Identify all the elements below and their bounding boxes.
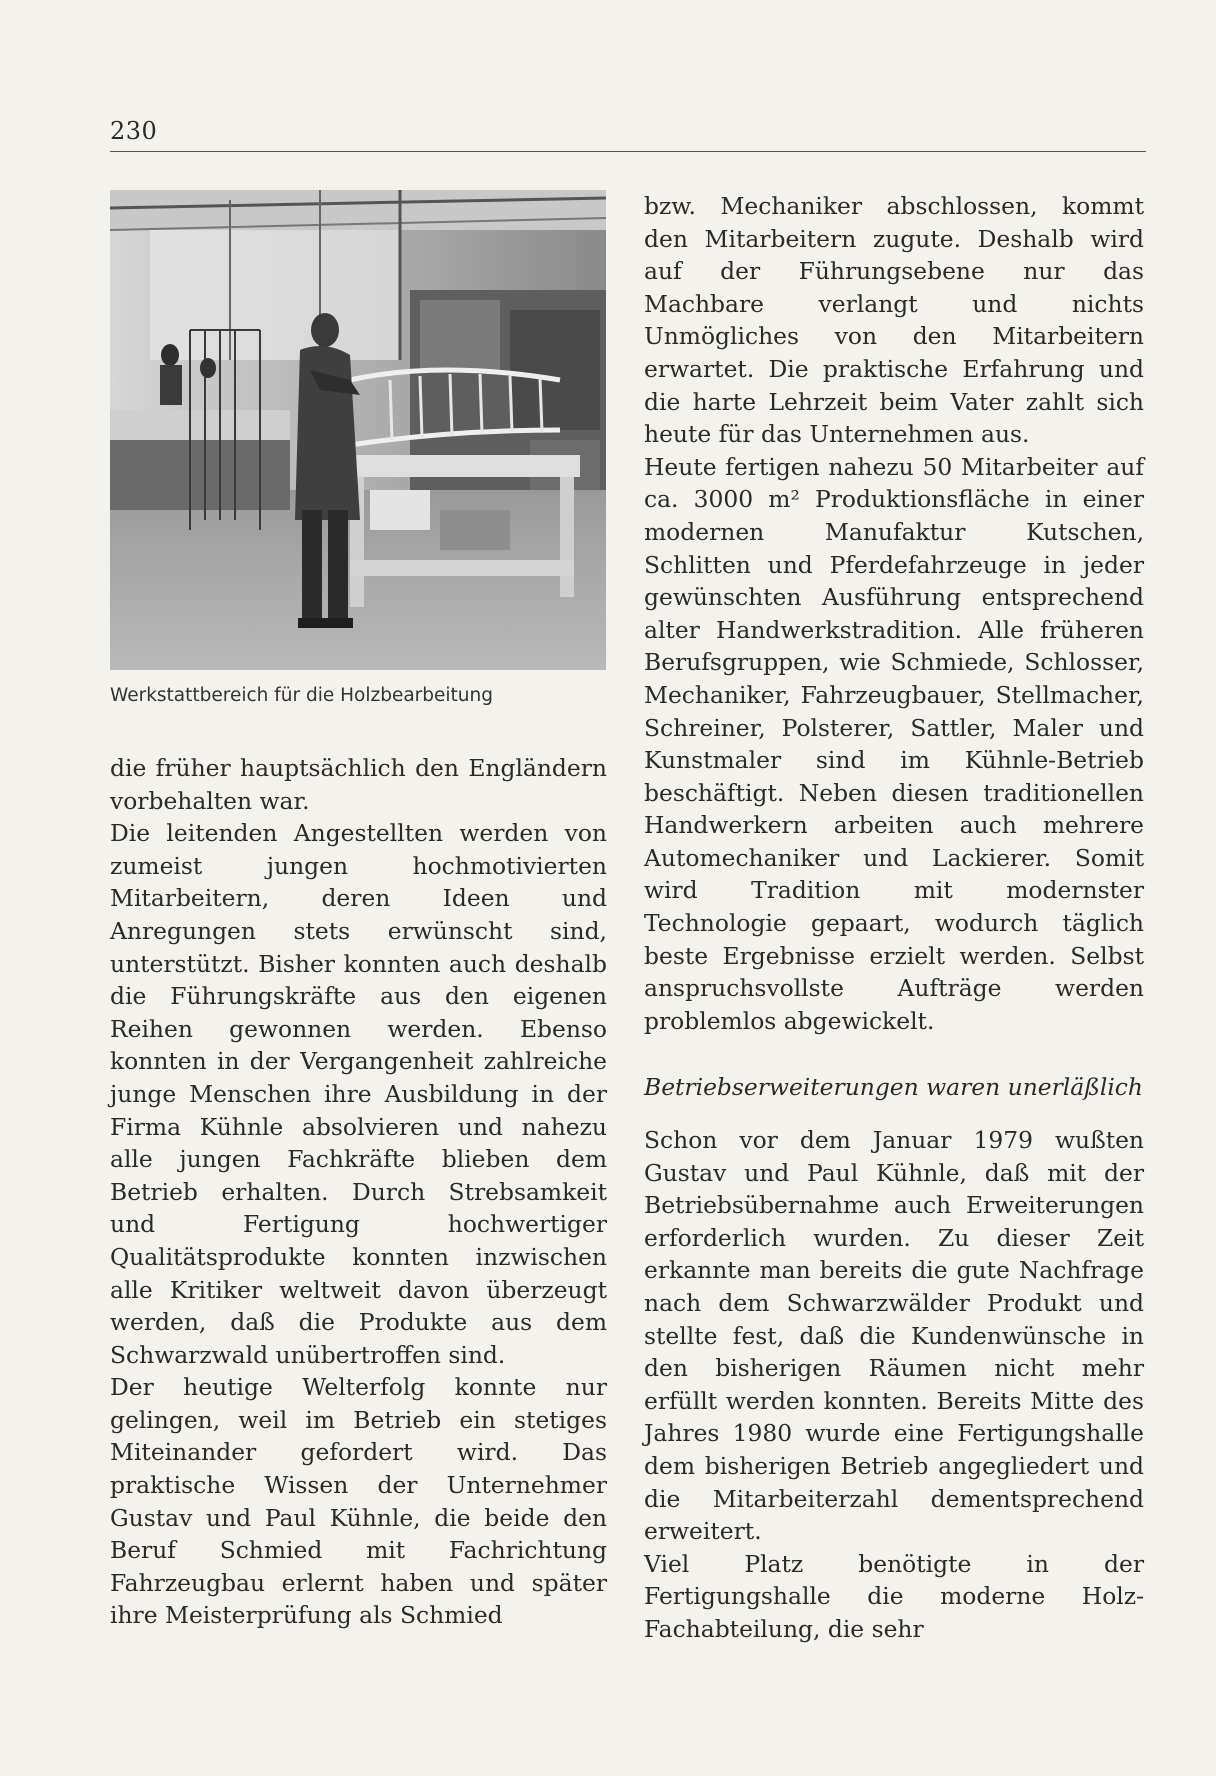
body-paragraph: Die leitenden Angestellten werden von zumeist jungen hochmotivierten Mitarbeitern, deren Ideen und Anregungen stets erwünscht sind, unterstützt. Bisher konnten auch deshalb die Führungskräfte aus den eigenen Reihen gewonnen werden. Ebenso konnten in der Vergangenheit zahlreiche junge Menschen ihre Ausbildung in der Firma Kühnle absolvieren und nahezu alle jungen Fachkräfte blieben dem Betrieb erhalten. Durch Strebsamkeit und Fertigung hochwertiger Qualitätsprodukte konnten inzwischen alle Kritiker weltweit davon überzeugt werden, daß die Produkte aus dem Schwarzwald unübertroffen sind. xyxy=(110,819,607,1369)
body-paragraph: Schon vor dem Januar 1979 wußten Gustav und Paul Kühnle, daß mit der Betriebsübernahme auch Erweiterungen erforderlich wurden. Zu dieser Zeit erkannte man bereits die gute Nachfrage nach dem Schwarzwälder Produkt und stellte fest, daß die Kundenwünsche in den bisherigen Räumen nicht mehr erfüllt werden konnten. Bereits Mitte des Jahres 1980 wurde eine Fertigungshalle dem bisherigen Betrieb angegliedert und die Mitarbeiterzahl dementsprechend erweitert. xyxy=(644,1126,1144,1546)
body-paragraph: Heute fertigen nahezu 50 Mitarbeiter auf ca. 3000 m² Produktionsfläche in einer modernen Manufaktur Kutschen, Schlitten und Pferdefahrzeuge in jeder gewünschten Ausführung entsprechend alter Handwerkstradition. Alle früheren Berufsgruppen, wie Schmiede, Schlosser, Mechaniker, Fahrzeugbauer, Stellmacher, Schreiner, Polsterer, Sattler, Maler und Kunstmaler sind im Kühnle-Betrieb beschäftigt. Neben diesen traditionellen Handwerkern arbeiten auch mehrere Automechaniker und Lackierer. Somit wird Tradition mit modernster Technologie gepaart, wodurch täglich beste Ergebnisse erzielt werden. Selbst anspruchsvollste Aufträge werden problemlos abgewickelt. xyxy=(644,452,1144,1035)
body-paragraph: bzw. Mechaniker abschlossen, kommt den Mitarbeitern zugute. Deshalb wird auf der Führungsebene nur das Machbare verlangt und nichts Unmögliches von den Mitarbeitern erwartet. Die praktische Erfahrung und die harte Lehrzeit beim Vater zahlt sich heute für das Unternehmen aus. xyxy=(644,192,1144,449)
body-paragraph: Viel Platz benötigte in der Fertigungshalle die moderne Holz-Fachabteilung, die sehr xyxy=(644,1549,1144,1643)
body-paragraph: Der heutige Welterfolg konnte nur gelingen, weil im Betrieb ein stetiges Miteinander gefordert wird. Das praktische Wissen der Unternehmer Gustav und Paul Kühnle, die beide den Beruf Schmied mit Fachrichtung Fahrzeugbau erlernt haben und später ihre Meisterprüfung als Schmied xyxy=(110,1373,607,1630)
page-number: 230 xyxy=(110,117,158,145)
body-paragraph: die früher hauptsächlich den Engländern vorbehalten war. xyxy=(110,754,607,815)
header-rule xyxy=(110,151,1146,152)
workshop-photo xyxy=(110,190,606,670)
left-column xyxy=(110,190,607,1632)
section-subheading: Betriebserweiterungen waren unerläßlich xyxy=(644,1073,1143,1102)
right-column xyxy=(644,190,1144,1646)
photo-caption: Werkstattbereich für die Holzbearbeitung xyxy=(110,685,493,706)
workshop-photo-image xyxy=(110,190,606,670)
